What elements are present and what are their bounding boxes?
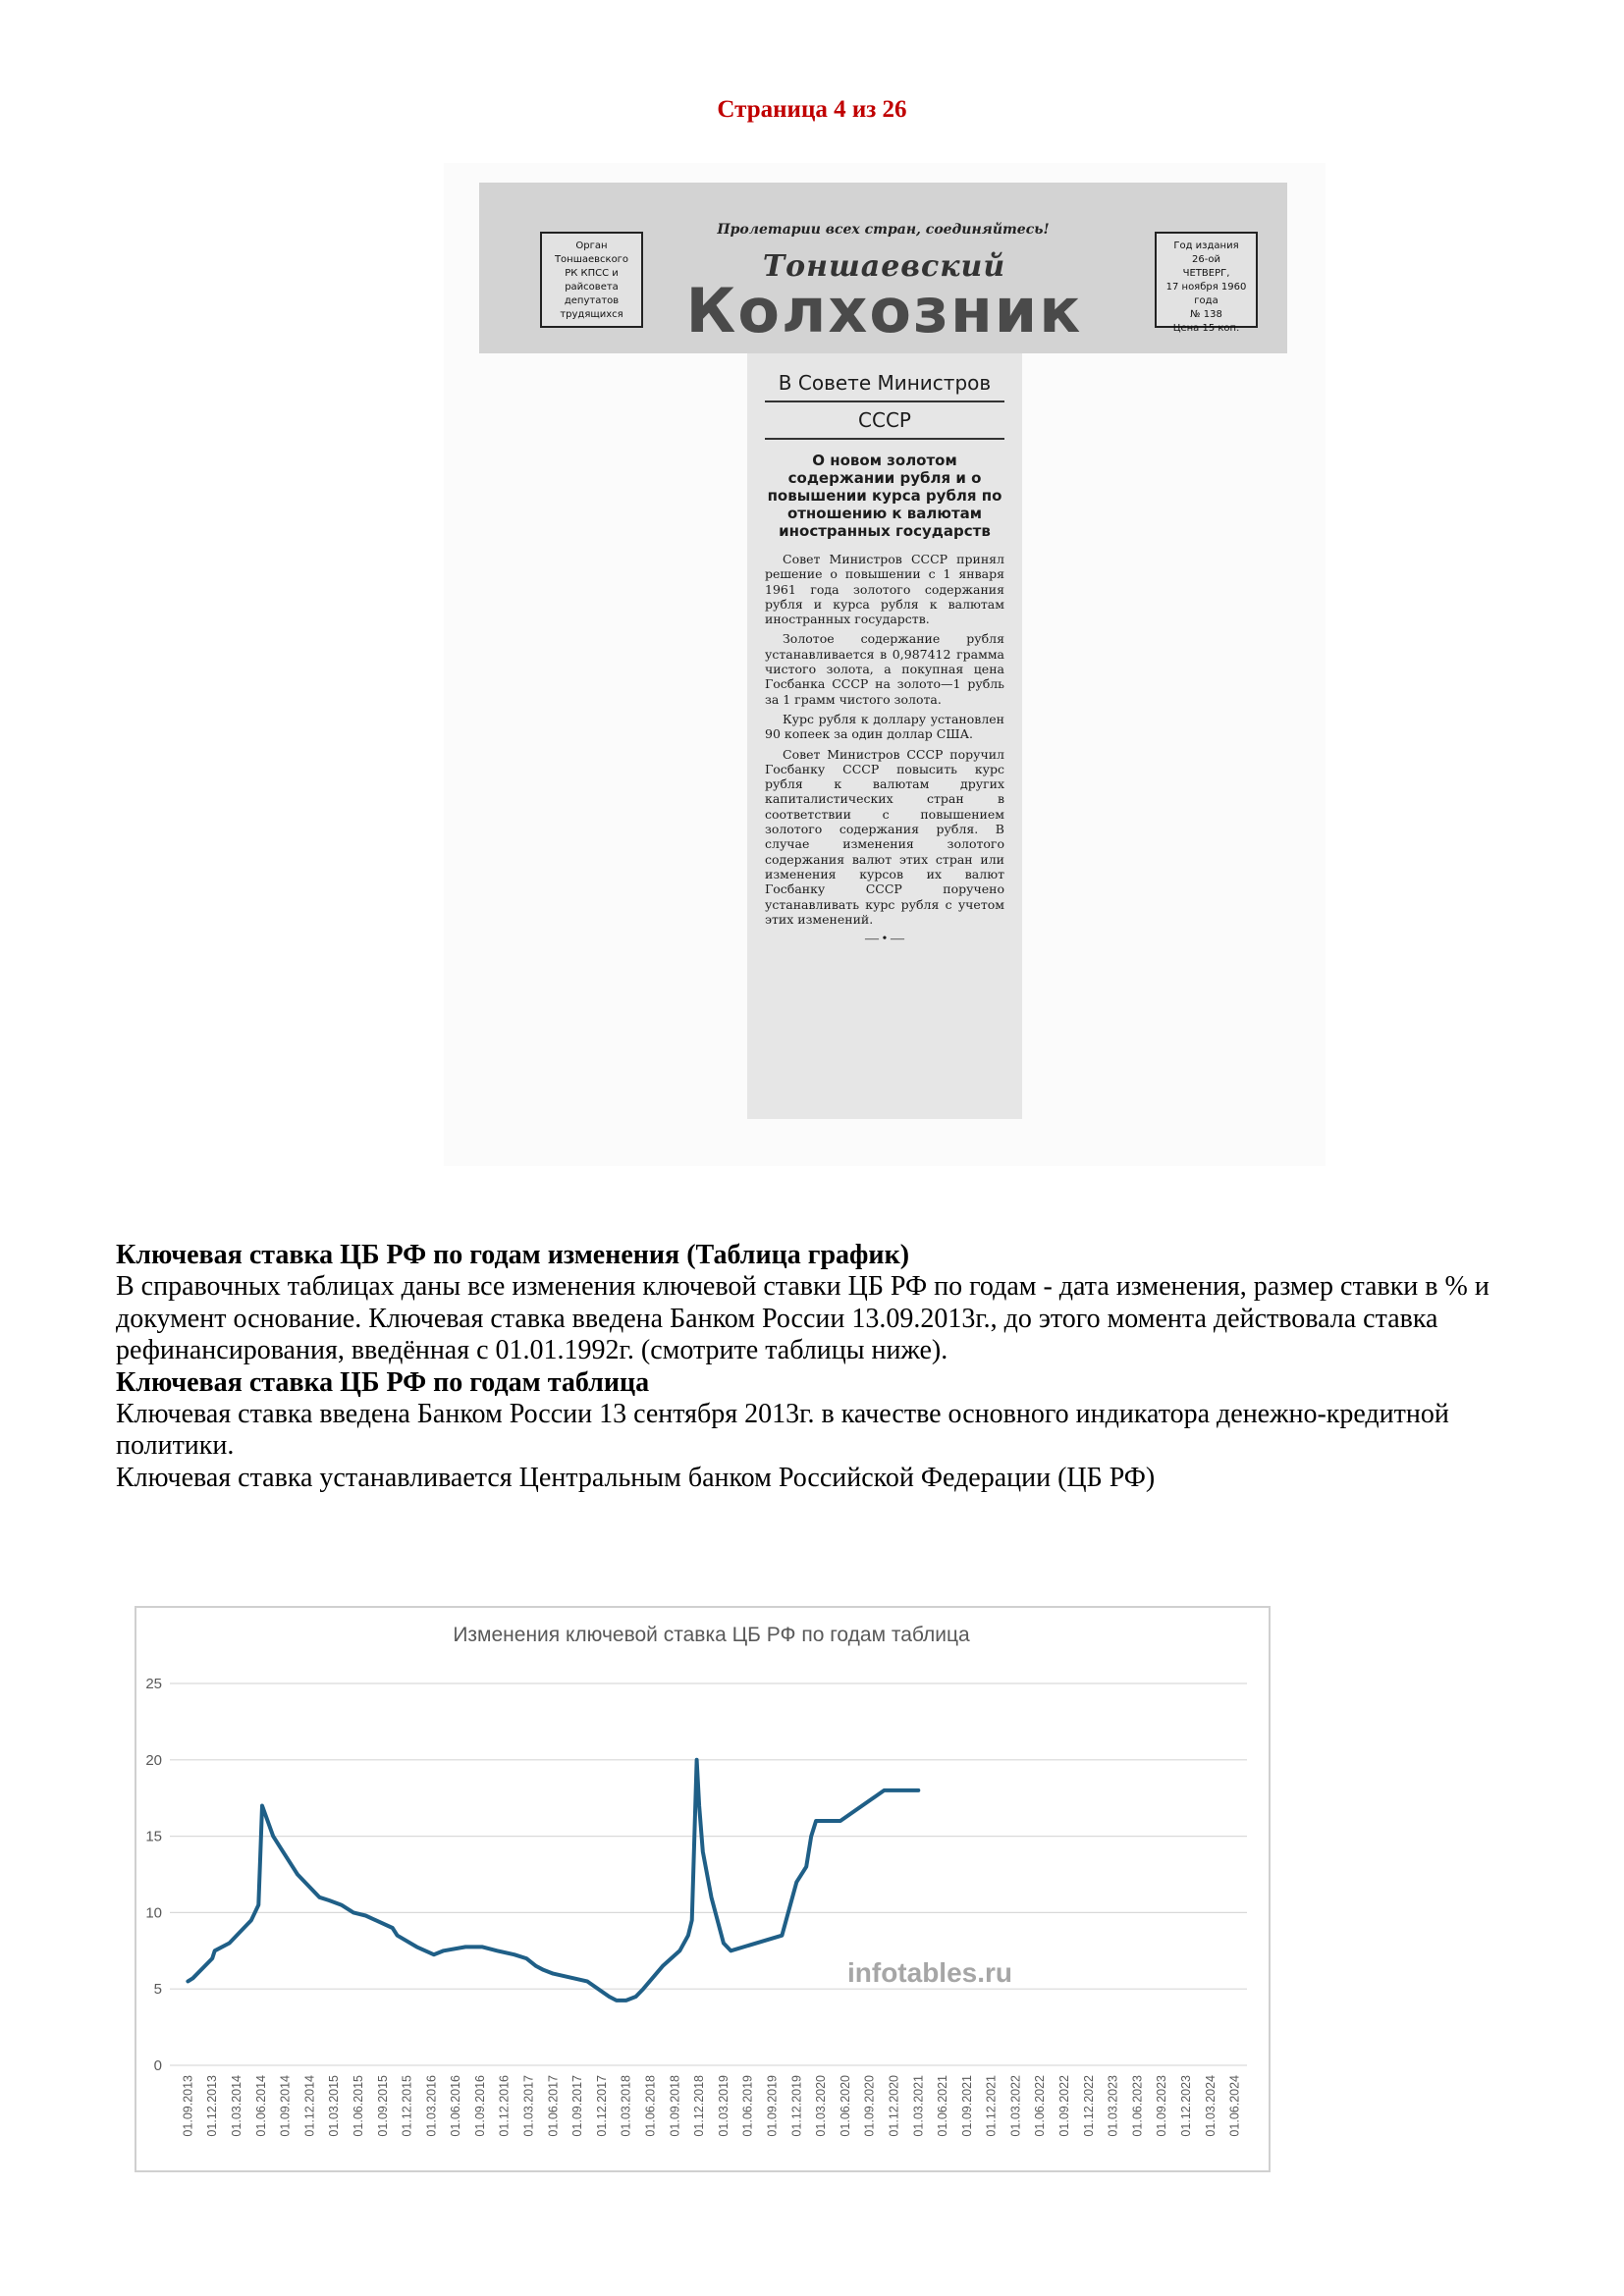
masthead-left-line: депутатов [564,295,620,306]
x-tick-label: 01.09.2013 [181,2075,195,2137]
section-heading: Ключевая ставка ЦБ РФ по годам таблица [116,1366,650,1398]
x-tick-label: 01.03.2023 [1106,2075,1120,2137]
x-tick-label: 01.12.2015 [400,2075,414,2137]
x-tick-label: 01.06.2022 [1033,2075,1048,2137]
x-tick-label: 01.12.2017 [594,2075,609,2137]
masthead-subtitle: Тоншаевский [762,249,1006,284]
x-tick-label: 01.12.2023 [1179,2075,1194,2137]
x-tick-label: 01.12.2014 [302,2075,317,2137]
masthead-right-line: Цена 15 коп. [1172,323,1240,334]
body-text [116,1240,1510,1494]
x-tick-label: 01.03.2022 [1008,2075,1023,2137]
article-paragraph: Золотое содержание рубля устанавливается в 0,987412 грамма чистого золота, а покупная цена Госбанка СССР на золото—1 рубль за 1 грамм чистого золота. [765,631,1004,707]
masthead-right-line: 17 ноября 1960 года [1165,282,1247,306]
masthead-right-line: Год издания [1173,240,1239,251]
x-tick-label: 01.03.2024 [1203,2075,1218,2137]
x-tick-label: 01.09.2022 [1057,2075,1072,2137]
y-tick-label: 0 [153,2057,162,2074]
x-tick-label: 01.06.2019 [740,2075,755,2137]
article-paragraph: Совет Министров СССР поручил Госбанку СССР повысить курс рубля к валютам других капиталистических стран в соответствии с повышением золотого содержания рубля. В случае изменения золотого содержания валют этих стран или изменения курсов их валют Госбанку СССР поручено устанавливать курс рубля с учетом этих изменений. [765,746,1004,927]
x-tick-label: 01.06.2016 [449,2075,463,2137]
x-tick-label: 01.06.2024 [1227,2075,1242,2137]
masthead-left-line: трудящихся [560,309,623,320]
x-tick-label: 01.12.2019 [789,2075,804,2137]
x-tick-label: 01.12.2016 [497,2075,512,2137]
article-headline: О новом золотом содержании рубля и о повышении курса рубля по отношению к валютам иностранных государств [767,452,1002,540]
newspaper-clipping [444,163,1326,1166]
x-tick-label: 01.03.2021 [911,2075,926,2137]
masthead-left-line: РК КПСС и райсовета [565,268,619,293]
x-tick-label: 01.09.2014 [278,2075,293,2137]
y-tick-label: 15 [145,1828,162,1845]
x-tick-label: 01.09.2023 [1155,2075,1169,2137]
x-tick-label: 01.03.2017 [521,2075,536,2137]
divider [765,400,1004,402]
x-tick-label: 01.09.2018 [668,2075,682,2137]
x-tick-label: 01.06.2017 [546,2075,561,2137]
x-tick-label: 01.03.2015 [327,2075,342,2137]
x-tick-label: 01.12.2020 [887,2075,901,2137]
x-tick-label: 01.03.2019 [716,2075,731,2137]
key-rate-line [188,1760,918,2001]
x-tick-label: 01.12.2021 [984,2075,999,2137]
paragraph: В справочных таблицах даны все изменения ключевой ставки ЦБ РФ по годам - дата изменения, размер ставки в % и документ основание. Ключевая ставка введена Банком России 13.09.2013г., до этого момента действовала ставка рефинансирования, введённая с 01.01.1992г. (смотрите таблицы ниже). [116,1271,1489,1366]
x-tick-label: 01.03.2018 [619,2075,633,2137]
article-paragraph: Совет Министров СССР принял решение о повышении с 1 января 1961 года золотого содержания рубля и курса рубля к валютам иностранных государств. [765,552,1004,627]
masthead-slogan: Пролетарии всех стран, соединяйтесь! [717,222,1050,238]
newspaper-masthead [479,183,1287,353]
article-paragraph: Курс рубля к доллару установлен 90 копеек за один доллар США. [765,711,1004,742]
article-end-mark: — • — [865,932,904,947]
y-tick-label: 10 [145,1904,162,1922]
article-rubric: В Совете Министров [778,371,992,395]
key-rate-chart [135,1606,1271,2172]
x-tick-label: 01.12.2013 [205,2075,220,2137]
x-tick-label: 01.09.2020 [862,2075,877,2137]
x-tick-label: 01.12.2018 [692,2075,707,2137]
x-tick-label: 01.09.2016 [472,2075,487,2137]
y-tick-label: 25 [145,1676,162,1692]
x-tick-label: 01.03.2016 [424,2075,439,2137]
x-tick-label: 01.12.2022 [1081,2075,1096,2137]
x-tick-label: 01.09.2017 [570,2075,585,2137]
chart-title: Изменения ключевой ставка ЦБ РФ по годам таблица [453,1624,970,1646]
y-tick-label: 20 [145,1751,162,1769]
paragraph: Ключевая ставка введена Банком России 13 сентября 2013г. в качестве основного индикатора денежно-кредитной политики. [116,1399,1449,1462]
x-tick-label: 01.06.2021 [936,2075,950,2137]
paragraph: Ключевая ставка устанавливается Центральным банком Российской Федерации (ЦБ РФ) [116,1462,1156,1493]
chart-watermark: infotables.ru [846,1957,1013,1988]
x-tick-label: 01.09.2015 [375,2075,390,2137]
x-tick-label: 01.09.2021 [959,2075,974,2137]
x-tick-label: 01.06.2014 [253,2075,268,2137]
section-heading: Ключевая ставка ЦБ РФ по годам изменения (Таблица график) [116,1240,910,1270]
masthead-right-line: 26-ой [1192,254,1220,265]
divider [765,438,1004,440]
x-tick-label: 01.06.2020 [838,2075,852,2137]
x-tick-label: 01.03.2020 [814,2075,829,2137]
page-number: Страница 4 из 26 [717,96,907,123]
x-tick-label: 01.06.2018 [643,2075,658,2137]
x-tick-label: 01.03.2014 [229,2075,244,2137]
masthead-left-box [540,232,643,328]
masthead-left-line: Тоншаевского [554,254,629,265]
masthead-title: Колхозник [685,275,1083,347]
y-tick-label: 5 [153,1981,162,1999]
masthead-right-line: ЧЕТВЕРГ, [1182,268,1230,279]
x-tick-label: 01.06.2015 [351,2075,365,2137]
masthead-left-line: Орган [575,240,608,251]
article-rubric-sub: СССР [858,408,911,432]
masthead-right-line: № 138 [1190,309,1222,320]
chart-canvas [136,1608,1269,2170]
x-tick-label: 01.06.2023 [1130,2075,1145,2137]
article-column [747,353,1022,1119]
masthead-right-box [1155,232,1258,334]
x-tick-label: 01.09.2019 [765,2075,780,2137]
